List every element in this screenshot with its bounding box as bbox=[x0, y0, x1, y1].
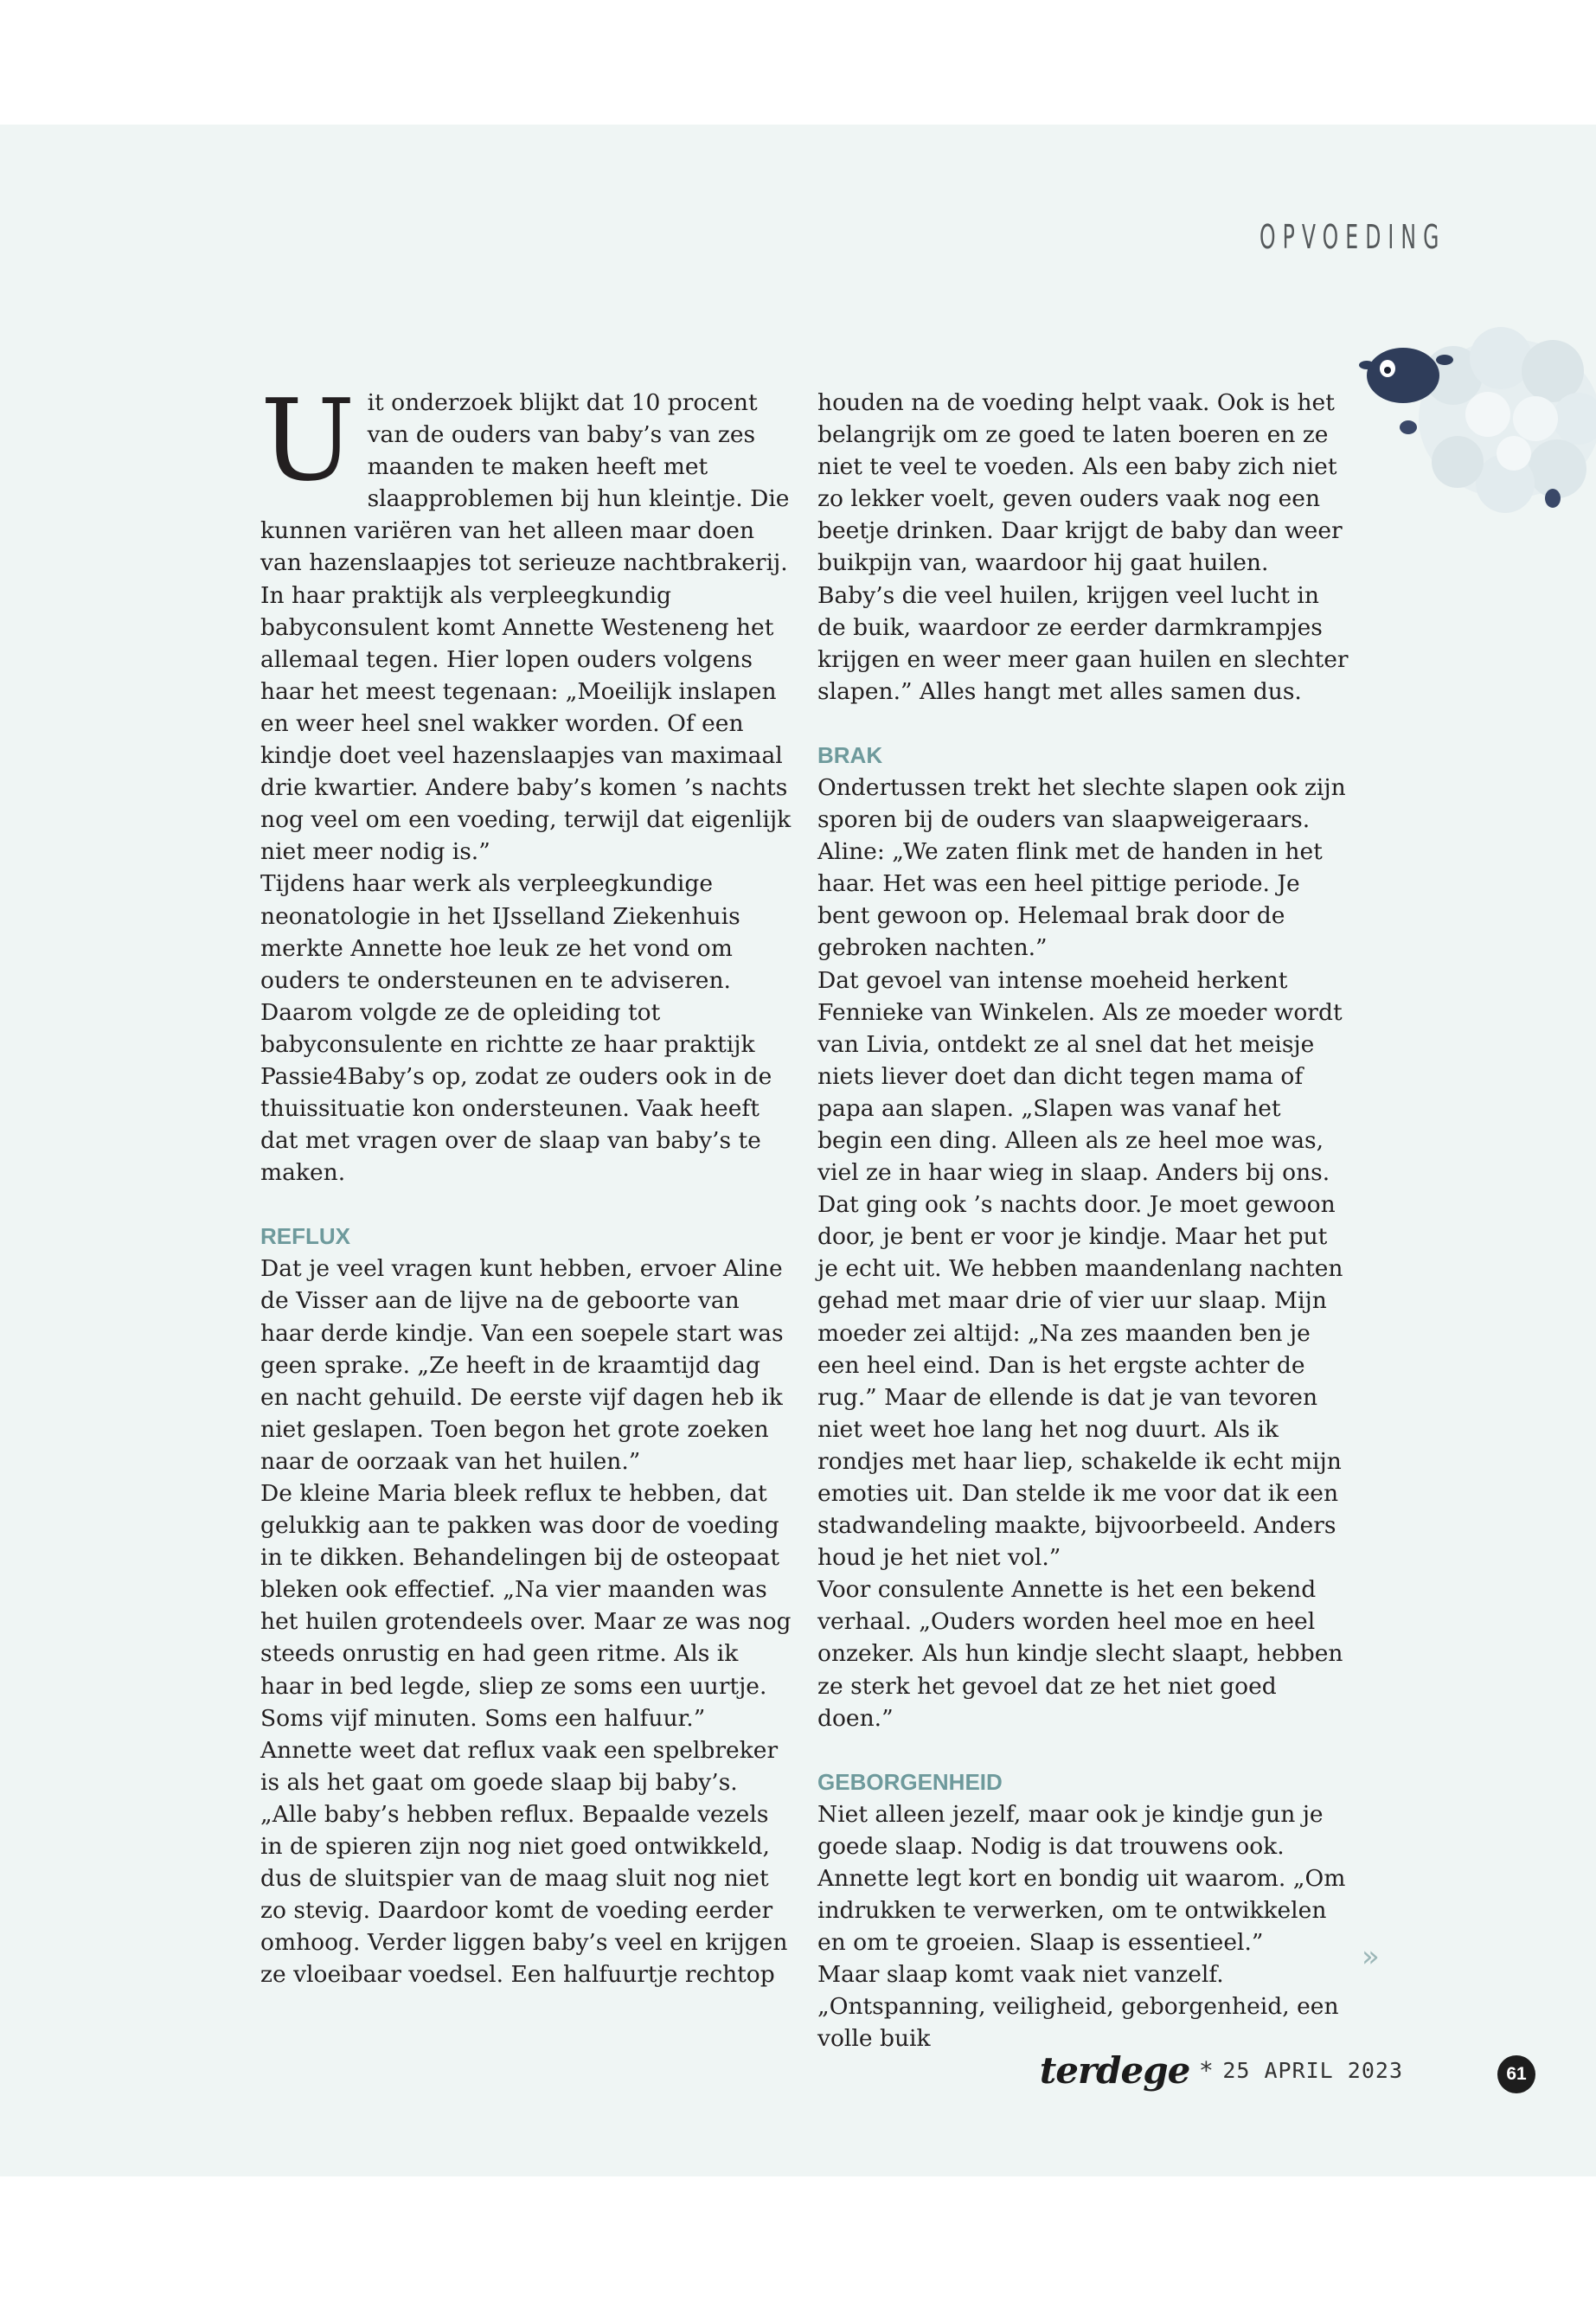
issue-date: 25 APRIL 2023 bbox=[1222, 2058, 1403, 2083]
subheading-brak: BRAK bbox=[817, 741, 883, 768]
continue-arrow-icon: » bbox=[1362, 1939, 1380, 1974]
paragraph: De kleine Maria bleek reflux te hebben, dat gelukkig aan te pakken was door de voeding in te dikken. Behandelingen bij de osteopaat bleken ook effectief. „Na vier maanden was het huilen grotendeels over. Maar ze was nog steeds onrustig en had geen ritme. Als ik haar in bed legde, sliep ze soms een uurtje. Soms vijf minuten. Soms een halfuur.” bbox=[260, 1480, 792, 1732]
subheading-geborgenheid: GEBORGENHEID bbox=[817, 1768, 1003, 1795]
paragraph: Dat gevoel van intense moeheid herkent Fennieke van Winkelen. Als ze moeder wordt van Livia, ontdekt ze al snel dat het meisje niets liever doet dan dicht tegen mama of papa aan slapen. „Slapen was vanaf het begin een ding. Alleen als ze heel moe was, viel ze in haar wieg in slaap. Anders bij ons. Dat ging ook ’s nachts door. Je moet gewoon door, je bent er voor je kindje. Maar het put je echt uit. We hebben maandenlang nachten gehad met maar drie of vier uur slaap. Mijn moeder zei altijd: „Na zes maanden ben je een heel eind. Dan is het ergste achter de rug.” Maar de ellende is dat je van tevoren niet weet hoe lang het nog duurt. Als ik rondjes met haar liep, schakelde ik echt mijn emoties uit. Dan stelde ik me voor dat ik een stadwandeling maakte, bijvoorbeeld. Anders houd je het niet vol.” bbox=[817, 966, 1343, 1572]
sheep-icon bbox=[1349, 315, 1596, 522]
paragraph: Ondertussen trekt het slechte slapen ook zijn sporen bij de ouders van slaapweigeraars. Aline: „We zaten flink met de handen in het haar. Het was een heel pittige periode. Je bent gewoon op. Helemaal brak door de gebroken nachten.” bbox=[817, 773, 1346, 962]
page-footer bbox=[1040, 2049, 1403, 2092]
drop-cap: U bbox=[260, 375, 356, 506]
magazine-logo: terdege bbox=[1039, 2049, 1190, 2092]
page-number: 61 bbox=[1497, 2055, 1535, 2093]
article-column-left bbox=[260, 375, 792, 1991]
paragraph: Dat je veel vragen kunt hebben, ervoer Aline de Visser aan de lijve na de geboorte van haar derde kindje. Van een soepele start was geen sprake. „Ze heeft in de kraamtijd dag en nacht gehuild. De eerste vijf dagen heb ik niet geslapen. Toen begon het grote zoeken naar de oorzaak van het huilen.” bbox=[260, 1255, 784, 1475]
magazine-page bbox=[0, 125, 1596, 2176]
section-label: OPVOEDING bbox=[1259, 218, 1445, 256]
paragraph: Tijdens haar werk als verpleegkundige neonatologie in het IJsselland Ziekenhuis merkte Annette hoe leuk ze het vond om ouders te ondersteunen en te adviseren. Daarom volgde ze de opleiding tot babyconsulente en richtte ze haar praktijk Passie4Baby’s op, zodat ze ouders ook in de thuissituatie kon ondersteunen. Vaak heeft dat met vragen over de slaap van baby’s te maken. bbox=[260, 870, 772, 1187]
intro-paragraph bbox=[260, 375, 792, 580]
paragraph: Niet alleen jezelf, maar ook je kindje gun je goede slaap. Nodig is dat trouwens ook. Annette legt kort en bondig uit waarom. „Om indrukken te verwerken, om te ontwikkelen en om te groeien. Slaap is essentieel.” bbox=[817, 1800, 1346, 1957]
paragraph: Annette weet dat reflux vaak een spelbreker is als het gaat om goede slaap bij baby’s. „Alle baby’s hebben reflux. Bepaalde vezels in de spieren zijn nog niet goed ontwikkeld, dus de sluitspier van de maag sluit nog niet zo stevig. Daardoor komt de voeding eerder omhoog. Verder liggen baby’s veel en krijgen ze vloeibaar voedsel. Een halfuurtje rechtop bbox=[260, 1736, 788, 1989]
asterisk-icon: * bbox=[1200, 2056, 1213, 2085]
paragraph: houden na de voeding helpt vaak. Ook is het belangrijk om ze goed te laten boeren en ze niet te veel te voeden. Als een baby zich niet zo lekker voelt, geven ouders vaak nog een beetje drinken. Daar krijgt de baby dan weer buikpijn van, waardoor hij gaat huilen. Baby’s die veel huilen, krijgen veel lucht in de buik, waardoor ze eerder darmkrampjes krijgen en weer meer gaan huilen en slechter slapen.” Alles hangt met alles samen dus. bbox=[817, 389, 1349, 705]
paragraph: In haar praktijk als verpleegkundig babyconsulent komt Annette Westeneng het allemaal tegen. Hier lopen ouders volgens haar het meest tegenaan: „Moeilijk inslapen en weer heel snel wakker worden. Of een kindje doet veel hazenslaapjes van maximaal drie kwartier. Andere baby’s komen ’s nachts nog veel om een voeding, terwijl dat eigenlijk niet meer nodig is.” bbox=[260, 581, 792, 866]
article-column-right bbox=[817, 387, 1349, 2055]
paragraph: Voor consulente Annette is het een bekend verhaal. „Ouders worden heel moe en heel onzeker. Als hun kindje slecht slaapt, hebben ze sterk het gevoel dat ze het niet goed doen.” bbox=[817, 1576, 1343, 1732]
intro-text: it onderzoek blijkt dat 10 procent van de ouders van baby’s van zes maanden te maken heeft met slaapproblemen bij hun kleintje. Die kunnen variëren van het alleen maar doen van hazenslaapjes tot serieuze nachtbrakerij. bbox=[260, 389, 790, 577]
subheading-reflux: REFLUX bbox=[260, 1223, 350, 1250]
paragraph: Maar slaap komt vaak niet vanzelf. „Ontspanning, veiligheid, geborgenheid, een volle buik bbox=[817, 1961, 1339, 2053]
